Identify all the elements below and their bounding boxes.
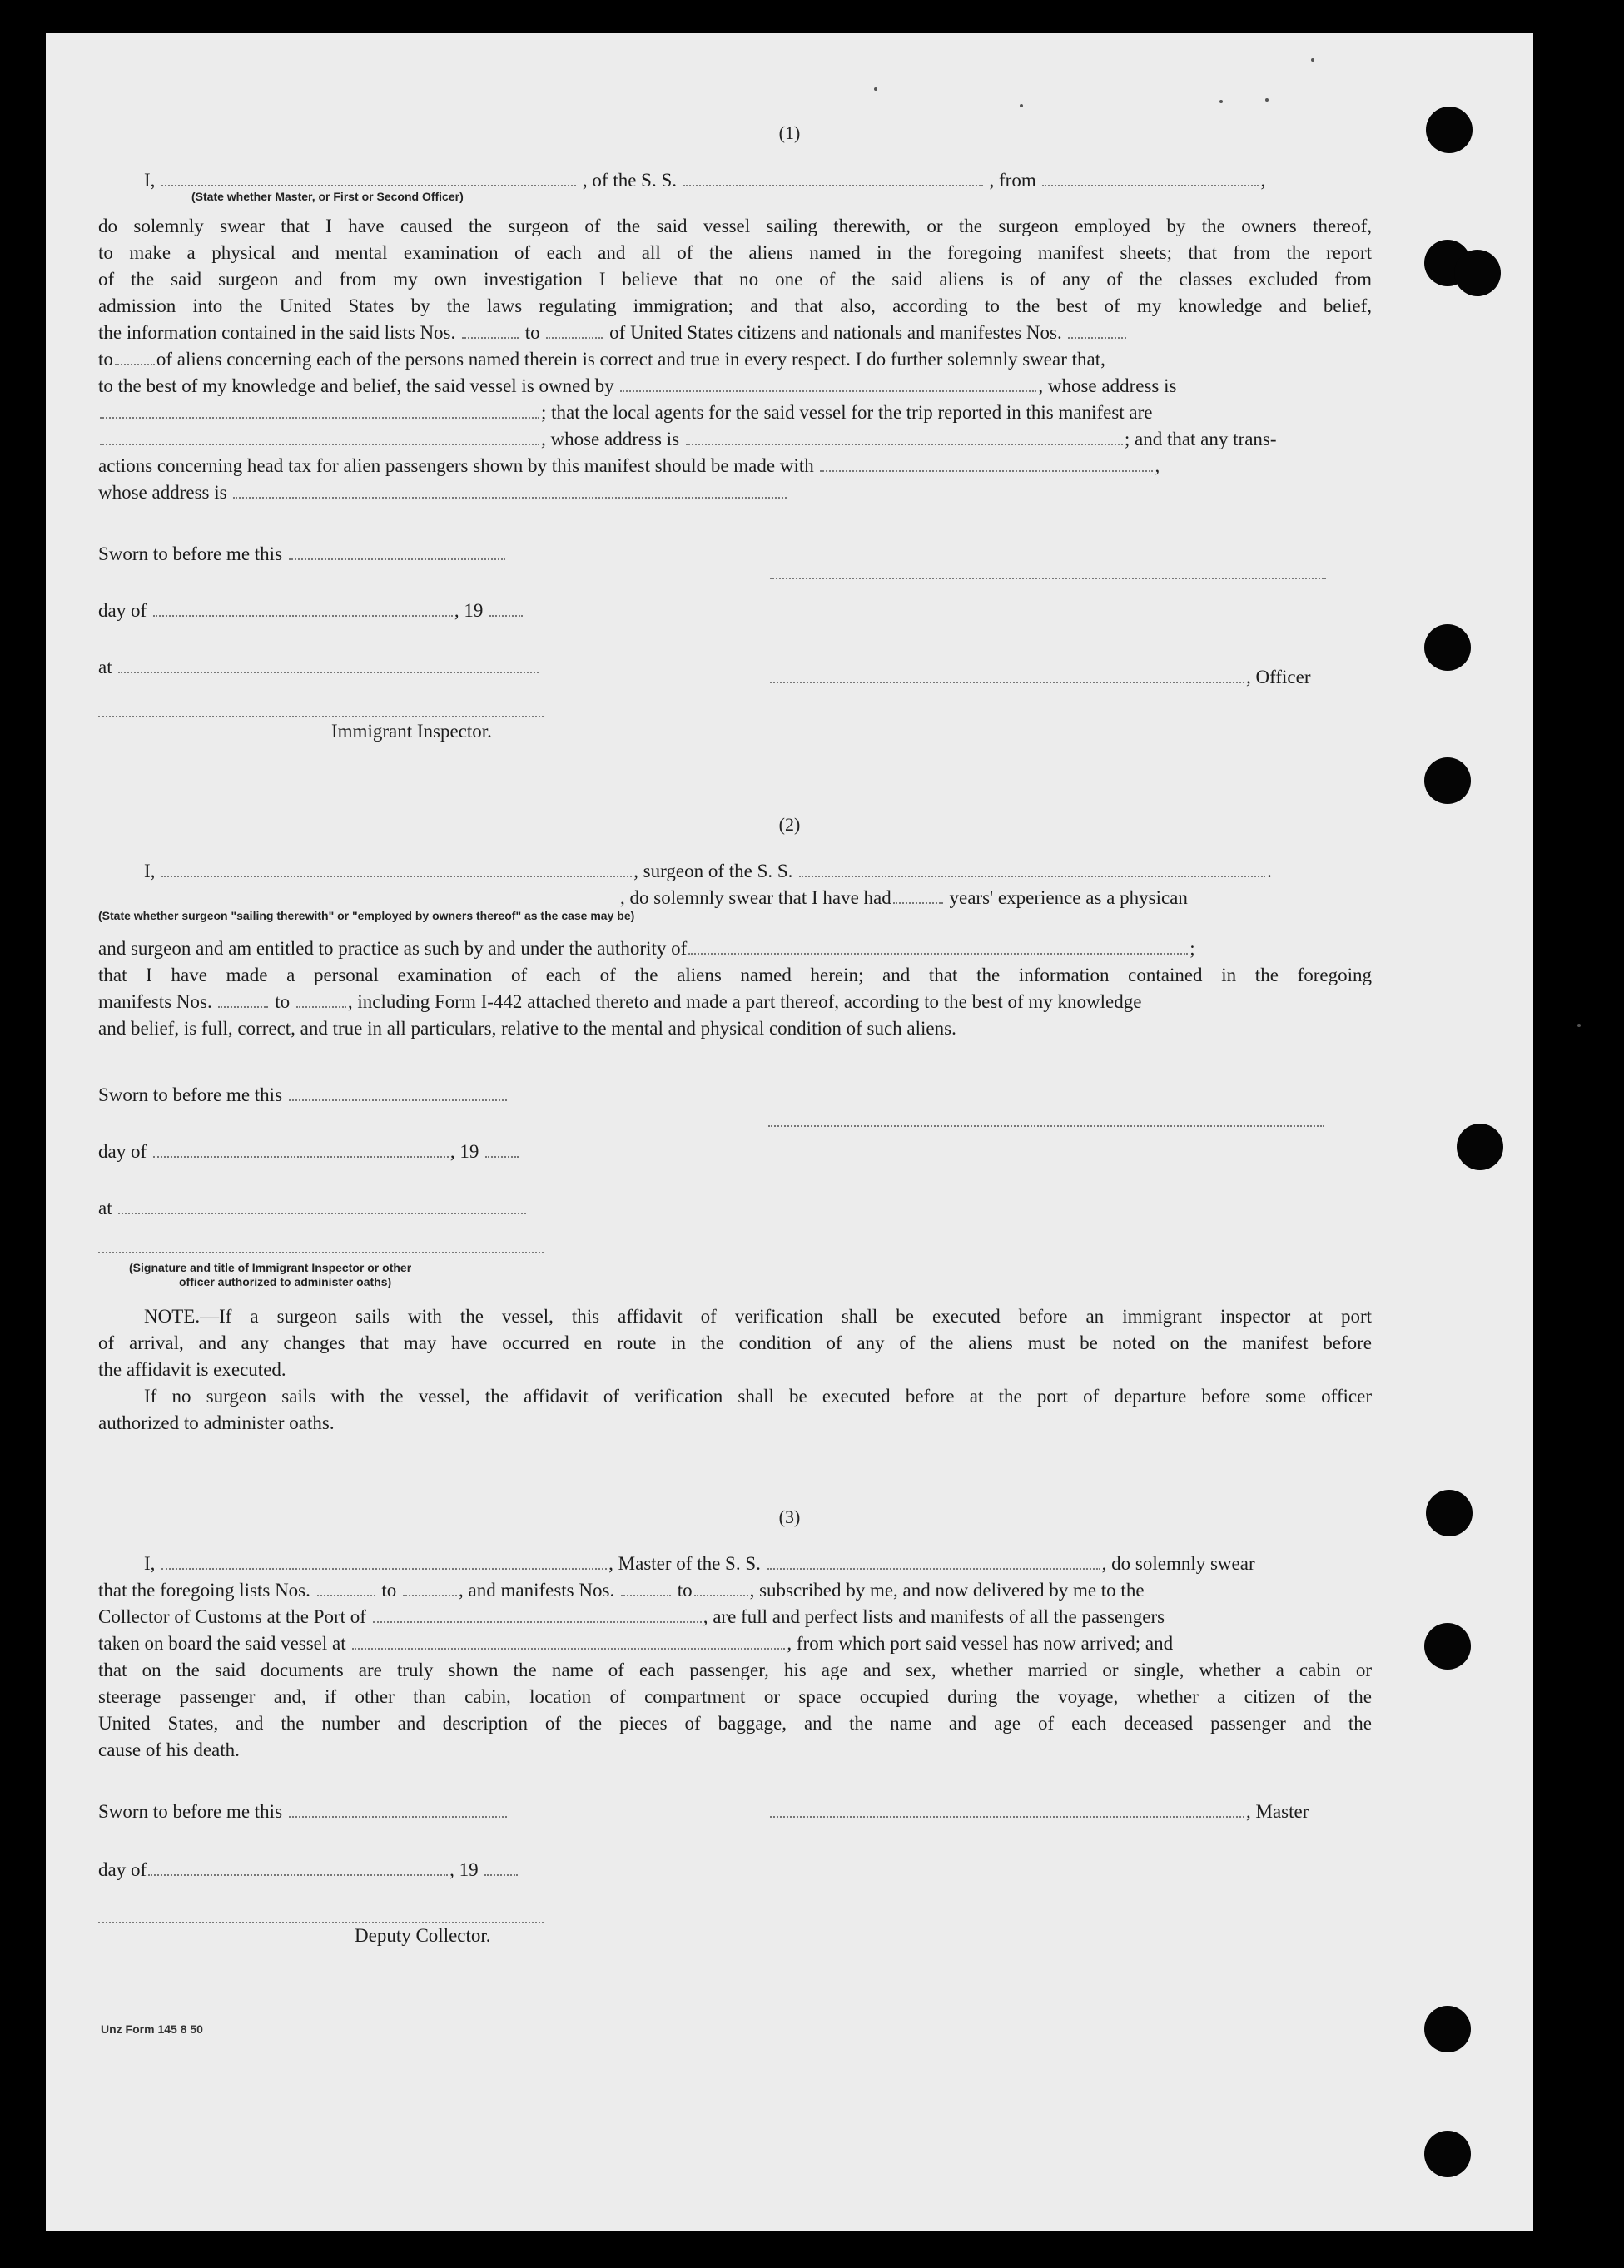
text: , including Form I-442 attached thereto and made a part thereof, according to the best of my knowledge bbox=[347, 991, 1142, 1012]
headtax-address-blank bbox=[233, 482, 787, 499]
list-from-blank bbox=[317, 1580, 375, 1596]
text: , surgeon of the S. S. bbox=[633, 861, 793, 881]
manifest-from-blank bbox=[621, 1580, 671, 1596]
section-1-agents-address-line bbox=[98, 428, 1372, 451]
manifest-oath-page bbox=[46, 33, 1533, 2231]
years-blank bbox=[893, 887, 943, 904]
section-1-lists-line bbox=[98, 321, 1372, 345]
manifest-to-blank bbox=[115, 349, 155, 365]
master-signature-blank bbox=[770, 1801, 1244, 1818]
text: to bbox=[677, 1580, 693, 1601]
owner-address-blank bbox=[100, 402, 539, 419]
section-1-body-line: admission into the United States by the laws regulating immigration; and that also, according to the best of my knowledge and belief, bbox=[98, 295, 1372, 316]
day-blank bbox=[153, 600, 453, 617]
section-1-day-line bbox=[98, 599, 524, 623]
vessel-name-blank bbox=[767, 1553, 1100, 1570]
section-2-authority-line: and surgeon and am entitled to practice as such by and under the authority of ; bbox=[98, 938, 1195, 959]
section-3-lists-line bbox=[98, 1579, 1372, 1602]
section-2-exam-line: that I have made a personal examination of each of the aliens named herein; and that the information contained in the foregoing bbox=[98, 965, 1372, 985]
vessel-name-blank bbox=[683, 170, 983, 186]
punch-hole bbox=[1457, 1124, 1503, 1170]
section-1-agents-line bbox=[98, 401, 1372, 424]
text: , Officer bbox=[1246, 667, 1311, 687]
signature-note-line-1: (Signature and title of Immigrant Inspector or other bbox=[129, 1261, 412, 1274]
section-3-body-line: that on the said documents are truly shown the name of each passenger, his age and sex, whether married or single, whether a cabin or bbox=[98, 1660, 1372, 1680]
text: , whose address is bbox=[541, 429, 680, 449]
section-3-board-line bbox=[98, 1632, 1372, 1655]
section-3-sworn-line bbox=[98, 1800, 509, 1824]
text: day of bbox=[98, 1859, 147, 1880]
punch-hole bbox=[1424, 757, 1471, 804]
deputy-collector-label: Deputy Collector. bbox=[355, 1925, 491, 1946]
text: , Master of the S. S. bbox=[608, 1553, 761, 1574]
note-1-line: the affidavit is executed. bbox=[98, 1359, 286, 1380]
text: , from bbox=[989, 170, 1036, 191]
text: taken on board the said vessel at bbox=[98, 1633, 346, 1654]
master-signature-line bbox=[768, 1800, 1372, 1824]
list-to-blank bbox=[403, 1580, 457, 1596]
text: , of the S. S. bbox=[582, 170, 678, 191]
speck bbox=[1265, 98, 1269, 102]
manifest-from-blank bbox=[218, 991, 268, 1008]
officer-signature-line bbox=[770, 576, 1326, 579]
punch-hole bbox=[1424, 2006, 1471, 2052]
manifest-from-blank bbox=[1068, 322, 1126, 339]
section-2-sworn-line bbox=[98, 1084, 509, 1107]
text: day of bbox=[98, 600, 147, 621]
text: , do solemnly swear that I have had bbox=[620, 887, 891, 908]
note-1-line: of arrival, and any changes that may have occurred en route in the condition of any of the aliens must be noted on the manifest before bbox=[98, 1333, 1372, 1353]
section-2-number: (2) bbox=[778, 814, 801, 835]
text: to bbox=[524, 322, 540, 343]
departure-port-blank bbox=[352, 1633, 785, 1650]
section-1-body-line: to make a physical and mental examination of each and all of the aliens named in the foregoing manifest sheets; that from the report bbox=[98, 242, 1372, 263]
signature-note-line-2: officer authorized to administer oaths) bbox=[179, 1275, 392, 1288]
text: to bbox=[98, 349, 113, 370]
section-1-headtax-line: actions concerning head tax for alien passengers shown by this manifest should be made with , bbox=[98, 455, 1160, 476]
text: ; and that any trans- bbox=[1124, 429, 1277, 449]
section-3-collector-line bbox=[98, 1605, 1372, 1629]
inspector-signature-line bbox=[98, 714, 544, 717]
speck bbox=[1311, 58, 1314, 62]
text: ; that the local agents for the said vessel for the trip reported in this manifest are bbox=[541, 402, 1153, 423]
text: to bbox=[275, 991, 291, 1012]
section-1-number: (1) bbox=[778, 122, 801, 143]
text: of aliens concerning each of the persons named therein is correct and true in every respect. I do further solemnly swear that, bbox=[156, 349, 1105, 370]
note-1-line: NOTE.—If a surgeon sails with the vessel, this affidavit of verification shall be executed before an immigrant inspector at port bbox=[144, 1306, 1372, 1327]
from-port-blank bbox=[1042, 170, 1259, 186]
section-2-at-line bbox=[98, 1197, 528, 1220]
sworn-date-blank bbox=[289, 1084, 507, 1101]
text: , 19 bbox=[454, 600, 484, 621]
section-2-day-line bbox=[98, 1140, 520, 1164]
section-1-whose-address-line bbox=[98, 481, 788, 504]
officer-note: (State whether Master, or First or Second Officer) bbox=[191, 190, 464, 203]
speck bbox=[874, 87, 877, 91]
text: the information contained in the said lists Nos. bbox=[98, 322, 456, 343]
place-blank bbox=[118, 1198, 526, 1214]
text: Collector of Customs at the Port of bbox=[98, 1606, 366, 1627]
section-1-aliens-line bbox=[98, 348, 1372, 371]
text: at bbox=[98, 657, 112, 677]
sworn-date-blank bbox=[289, 543, 505, 560]
inspector-signature-line bbox=[98, 1250, 544, 1253]
officer-name-blank bbox=[161, 170, 576, 186]
day-blank bbox=[153, 1141, 449, 1158]
officer-title-blank bbox=[770, 667, 1244, 683]
form-identifier: Unz Form 145 8 50 bbox=[101, 2022, 203, 2036]
year-blank bbox=[485, 1141, 519, 1158]
authority-blank bbox=[688, 938, 1188, 955]
text: , and manifests Nos. bbox=[459, 1580, 615, 1601]
text: actions concerning head tax for alien passengers shown by this manifest should be made with bbox=[98, 455, 814, 476]
text: , Master bbox=[1246, 1801, 1309, 1822]
text: , do solemnly swear bbox=[1101, 1553, 1255, 1574]
text: I, bbox=[144, 170, 156, 191]
section-1-sworn-line bbox=[98, 543, 507, 566]
punch-hole bbox=[1424, 1623, 1471, 1670]
year-blank bbox=[489, 600, 523, 617]
agents-address-blank bbox=[686, 429, 1123, 445]
section-1-body-line: of the said surgeon and from my own investigation I believe that no one of the said aliens is of any of the classes excluded from bbox=[98, 269, 1372, 290]
text: Sworn to before me this bbox=[98, 543, 283, 564]
text: , 19 bbox=[449, 1859, 479, 1880]
section-2-oath-line: I, , surgeon of the S. S. . bbox=[144, 861, 1272, 881]
immigrant-inspector-label: Immigrant Inspector. bbox=[331, 721, 492, 742]
text: I, bbox=[144, 861, 156, 881]
speck bbox=[1577, 1024, 1581, 1027]
owner-blank bbox=[620, 375, 1036, 392]
text: , from which port said vessel has now arrived; and bbox=[787, 1633, 1174, 1654]
text: I, bbox=[144, 1553, 156, 1574]
punch-hole bbox=[1424, 624, 1471, 671]
section-2-belief-line: and belief, is full, correct, and true in all particulars, relative to the mental and physical condition of such aliens. bbox=[98, 1018, 956, 1039]
year-blank bbox=[484, 1859, 518, 1876]
text: , are full and perfect lists and manifests of all the passengers bbox=[703, 1606, 1165, 1627]
section-1-at-line bbox=[98, 656, 540, 679]
text: , 19 bbox=[449, 1141, 479, 1162]
vessel-name-blank bbox=[799, 861, 1265, 877]
note-2-line: If no surgeon sails with the vessel, the affidavit of verification shall be executed before at the port of departure before some officer bbox=[144, 1386, 1372, 1407]
note-2-line: authorized to administer oaths. bbox=[98, 1412, 335, 1433]
manifest-to-blank bbox=[694, 1580, 748, 1596]
text: whose address is bbox=[98, 482, 227, 503]
headtax-blank bbox=[820, 455, 1153, 472]
text: day of bbox=[98, 1141, 147, 1162]
surgeon-name-blank bbox=[161, 861, 632, 877]
text: that the foregoing lists Nos. bbox=[98, 1580, 310, 1601]
section-3-oath-line bbox=[144, 1552, 1372, 1576]
text: to bbox=[381, 1580, 397, 1601]
agents-blank bbox=[100, 429, 539, 445]
speck bbox=[1020, 104, 1023, 107]
sworn-date-blank bbox=[289, 1801, 507, 1818]
place-blank bbox=[118, 657, 539, 673]
text: to the best of my knowledge and belief, the said vessel is owned by bbox=[98, 375, 614, 396]
surgeon-note: (State whether surgeon "sailing therewith" or "employed by owners thereof" as the case may be) bbox=[98, 909, 635, 922]
officer-title-line bbox=[768, 666, 1372, 689]
deputy-signature-line bbox=[98, 1920, 544, 1923]
text: years' experience as a physican bbox=[949, 887, 1188, 908]
port-blank bbox=[373, 1606, 702, 1623]
day-blank bbox=[148, 1859, 448, 1876]
section-3-number: (3) bbox=[778, 1506, 801, 1527]
punch-hole bbox=[1424, 2131, 1471, 2177]
section-1-owner-line bbox=[98, 375, 1372, 398]
text: , whose address is bbox=[1038, 375, 1177, 396]
list-to-blank bbox=[546, 322, 603, 339]
master-name-blank bbox=[161, 1553, 607, 1570]
manifest-to-blank bbox=[296, 991, 346, 1008]
text: Sworn to before me this bbox=[98, 1084, 283, 1105]
section-3-body-line: United States, and the number and description of the pieces of baggage, and the name and age of each deceased passenger and the bbox=[98, 1713, 1372, 1734]
text: and surgeon and am entitled to practice as such by and under the authority of bbox=[98, 938, 688, 959]
text: , subscribed by me, and now delivered by me to the bbox=[749, 1580, 1145, 1601]
section-2-manifests-line bbox=[98, 990, 1372, 1014]
text: manifests Nos. bbox=[98, 991, 212, 1012]
text: of United States citizens and nationals and manifestes Nos. bbox=[609, 322, 1062, 343]
section-3-day-line bbox=[98, 1859, 519, 1882]
surgeon-signature-line bbox=[768, 1124, 1324, 1127]
section-2-experience-line bbox=[620, 886, 1188, 910]
text: at bbox=[98, 1198, 112, 1218]
text: Sworn to before me this bbox=[98, 1801, 283, 1822]
punch-hole bbox=[1454, 250, 1501, 296]
speck bbox=[1219, 100, 1223, 103]
section-1-body-line: do solemnly swear that I have caused the surgeon of the said vessel sailing therewith, or the surgeon employed by the owners thereof, bbox=[98, 216, 1372, 236]
section-3-body-line: steerage passenger and, if other than cabin, location of compartment or space occupied during the voyage, whether a citizen of the bbox=[98, 1686, 1372, 1707]
list-from-blank bbox=[462, 322, 519, 339]
section-1-oath-line: I, , of the S. S. , from , bbox=[144, 170, 1266, 191]
section-3-body-line: cause of his death. bbox=[98, 1739, 240, 1760]
